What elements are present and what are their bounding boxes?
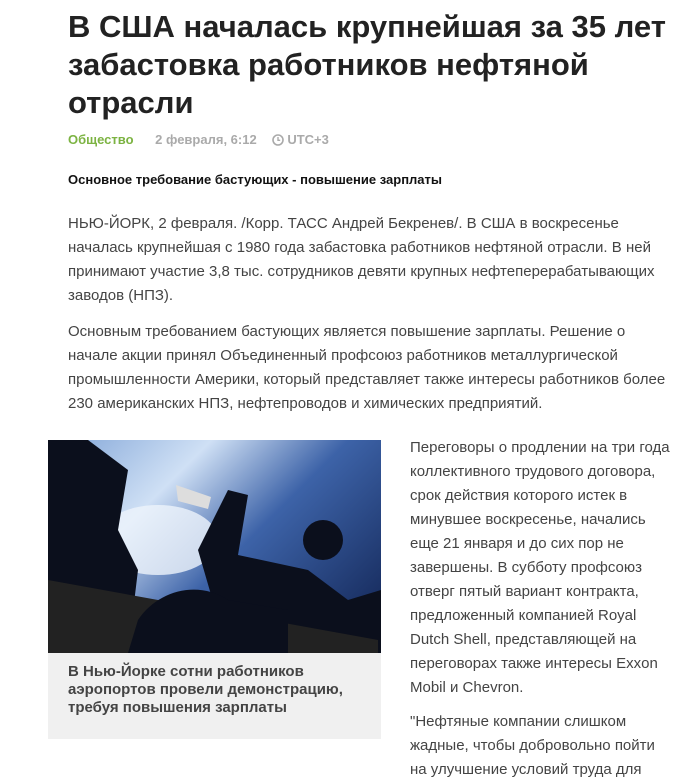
- article-title: В США началась крупнейшая за 35 лет забастовка работников нефтяной отрасли: [68, 9, 666, 120]
- category-link[interactable]: Общество: [68, 132, 134, 147]
- clock-icon: [272, 134, 284, 146]
- photo-silhouettes: [48, 440, 381, 653]
- paragraph: Основным требованием бастующих является повышение зарплаты. Решение о начале акции принял Объединенный профсоюз работников металлургической промышленности Америки, который представляет также интересы работников более 230 американских НПЗ, нефтепроводов и химических предприятий.: [68, 323, 666, 412]
- article-column: [410, 436, 670, 782]
- protest-photo[interactable]: [48, 440, 381, 653]
- timezone: UTC+3: [287, 132, 329, 147]
- article-figure: [48, 440, 381, 739]
- paragraph: Переговоры о продлении на три года коллективного трудового договора, срок действия которого истек в минувшее воскресенье, начались еще 21 января и до сих пор не завершены. В субботу профсоюз отверг пятый вариант контракта, предложенный компанией Royal Dutch Shell, представляющей на переговорах также интересы Exxon Mobil и Chevron.: [410, 439, 670, 696]
- article-meta: [68, 132, 329, 147]
- article-lead: Основное требование бастующих - повышение зарплаты: [68, 172, 442, 187]
- paragraph: "Нефтяные компании слишком жадные, чтобы добровольно пойти на улучшение условий труда для: [410, 713, 655, 778]
- figure-caption: В Нью-Йорке сотни работников аэропортов провели демонстрацию, требуя повышения зарплаты: [68, 663, 343, 716]
- paragraph: НЬЮ-ЙОРК, 2 февраля. /Корр. ТАСС Андрей Бекренев/. В США в воскресенье началась крупнейшая с 1980 года забастовка работников нефтяной отрасли. В ней принимают участие 3,8 тыс. сотрудников девяти крупных нефтеперерабатывающих заводов (НПЗ).: [68, 215, 655, 304]
- publish-date: 2 февраля, 6:12: [155, 132, 257, 147]
